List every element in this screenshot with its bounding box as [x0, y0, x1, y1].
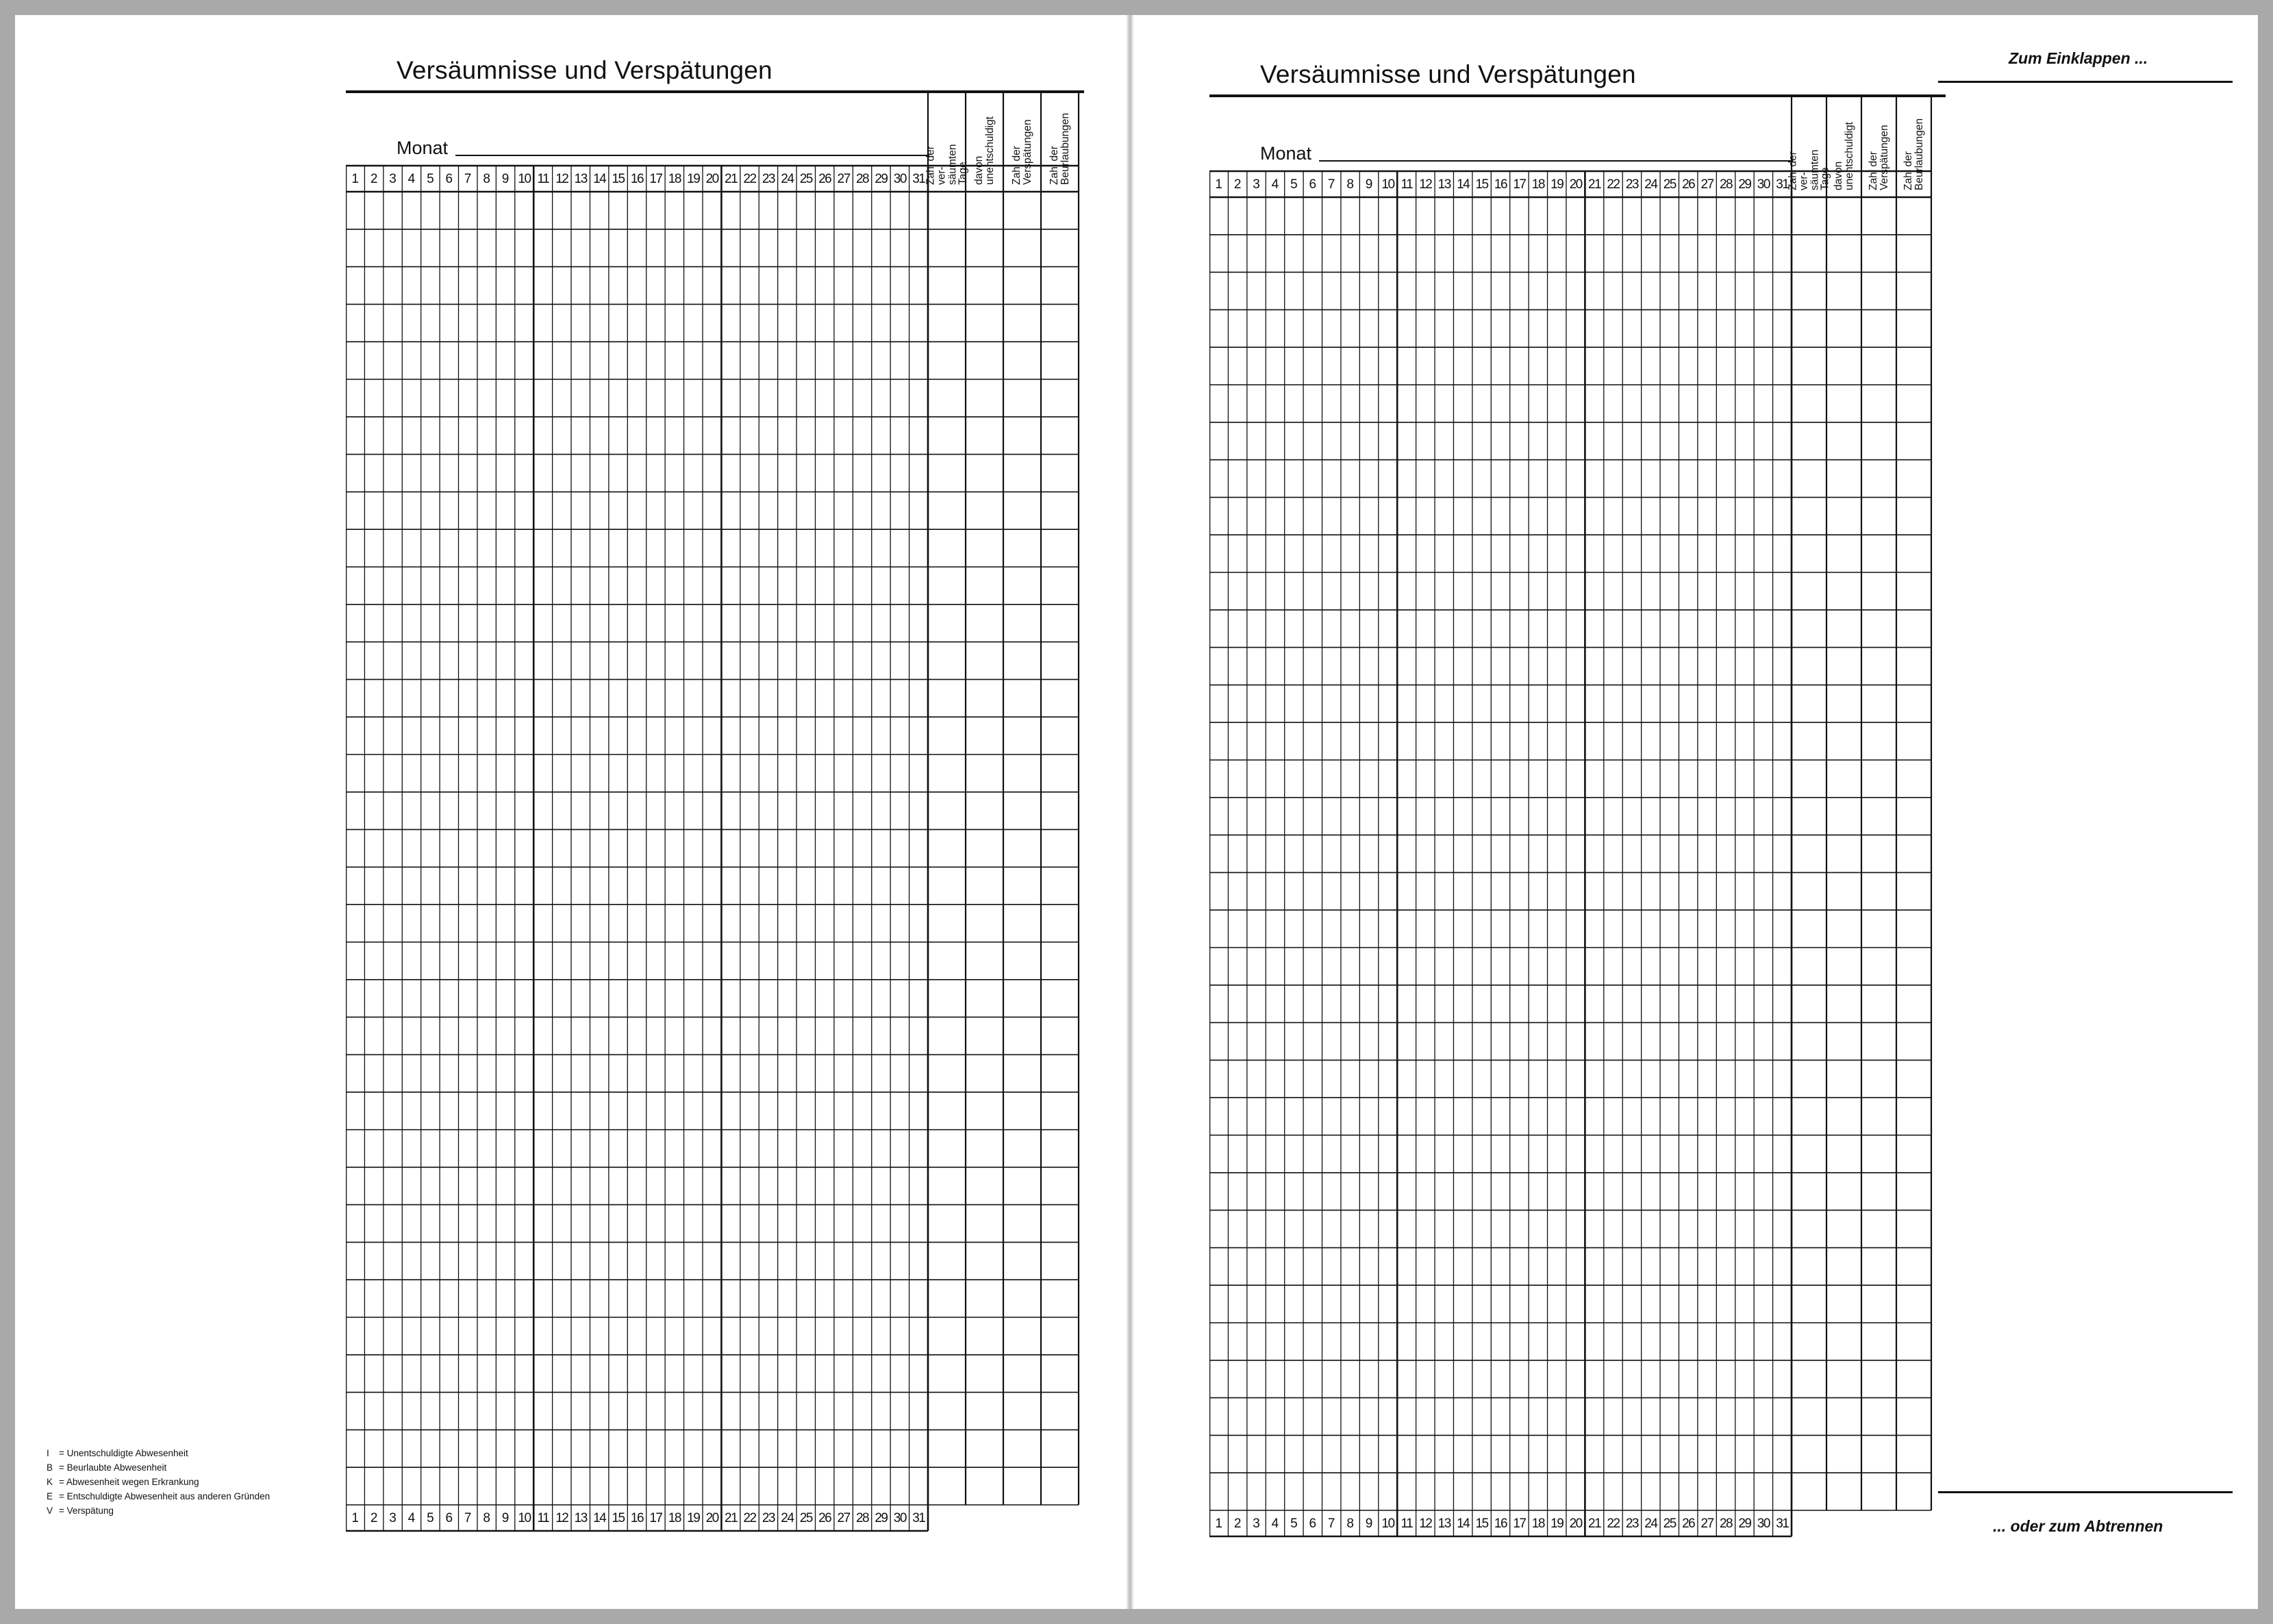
legend-key: V: [47, 1506, 53, 1516]
summary-header: [1861, 97, 1896, 194]
day-label: 3: [389, 172, 397, 186]
day-label: 19: [1550, 1517, 1564, 1531]
day-label: 15: [612, 1511, 625, 1525]
day-label: 9: [1365, 1517, 1373, 1531]
legend-row: [47, 1489, 270, 1504]
summary-header: [1041, 93, 1079, 189]
legend-key: B: [47, 1462, 53, 1473]
legend-text: = Beurlaubte Abwesenheit: [59, 1462, 167, 1473]
day-label: 18: [668, 172, 681, 186]
day-label: 24: [781, 1511, 794, 1525]
day-label: 22: [1607, 1517, 1620, 1531]
legend-key: E: [47, 1491, 53, 1501]
day-label: 10: [518, 172, 531, 186]
fold-note: Zum Einklappen ...: [2009, 49, 2148, 67]
day-label: 9: [1365, 177, 1373, 192]
day-label: 22: [743, 172, 756, 186]
day-label: 29: [1738, 1517, 1751, 1531]
day-label: 2: [1233, 1517, 1242, 1531]
day-label: 19: [687, 1511, 700, 1525]
day-label: 25: [799, 172, 812, 186]
day-label: 21: [725, 172, 738, 186]
day-label: 11: [537, 172, 549, 186]
tear-rule: [1938, 1491, 2233, 1493]
day-label: 24: [781, 172, 794, 186]
day-label: 24: [1644, 1517, 1657, 1531]
day-label: 7: [1327, 177, 1335, 192]
day-label: 2: [370, 172, 378, 186]
fold-rule: [1938, 81, 2233, 83]
day-label: 25: [1663, 1517, 1676, 1531]
day-label: 26: [818, 1511, 831, 1525]
legend-key: K: [47, 1477, 53, 1487]
attendance-grid: [1209, 31, 1946, 1540]
day-label: 6: [445, 172, 453, 186]
summary-header-label: Zahl der ver- säumten Tage: [924, 144, 969, 185]
legend-row: [47, 1446, 270, 1460]
month-label: Monat: [397, 138, 449, 158]
left-page: [15, 15, 1130, 1609]
summary-header-label: Zahl der Verspätungen: [1010, 119, 1033, 185]
summary-header: [1826, 97, 1861, 194]
day-label: 18: [668, 1511, 681, 1525]
day-label: 5: [427, 1511, 434, 1525]
summary-header: [924, 93, 969, 189]
day-label: 17: [1513, 177, 1526, 192]
summary-header-label: davon unentschuldigt: [1832, 122, 1855, 190]
day-label: 31: [912, 1511, 925, 1525]
attendance-sheet-right: [1209, 31, 1946, 1540]
legend-row: [47, 1504, 270, 1518]
summary-header: [1896, 97, 1931, 194]
day-label: 28: [1719, 177, 1733, 192]
day-label: 8: [1346, 1517, 1354, 1531]
day-label: 25: [1663, 177, 1676, 192]
day-label: 6: [445, 1511, 453, 1525]
day-label: 15: [1475, 177, 1488, 192]
day-label: 10: [1381, 177, 1394, 192]
day-label: 5: [427, 172, 434, 186]
day-label: 16: [630, 172, 644, 186]
day-label: 19: [1550, 177, 1564, 192]
day-label: 25: [799, 1511, 812, 1525]
day-label: 8: [1346, 177, 1354, 192]
day-label: 31: [912, 172, 925, 186]
day-label: 2: [1233, 177, 1242, 192]
day-label: 28: [855, 172, 869, 186]
legend-text: = Verspätung: [59, 1506, 114, 1516]
day-label: 1: [1215, 177, 1222, 192]
summary-header: [1786, 97, 1831, 194]
day-label: 3: [389, 1511, 397, 1525]
day-label: 3: [1253, 177, 1260, 192]
attendance-sheet-left: [346, 27, 1084, 1535]
day-label: 12: [1419, 177, 1432, 192]
day-label: 26: [1682, 177, 1695, 192]
day-label: 28: [1719, 1517, 1733, 1531]
day-label: 16: [1494, 1517, 1507, 1531]
day-label: 16: [630, 1511, 644, 1525]
day-label: 30: [1757, 1517, 1770, 1531]
day-label: 29: [875, 1511, 888, 1525]
summary-header: [966, 93, 1003, 189]
day-label: 7: [464, 172, 472, 186]
day-label: 30: [893, 1511, 906, 1525]
page-title: Versäumnisse und Verspätungen: [397, 56, 773, 84]
day-label: 13: [574, 1511, 587, 1525]
day-label: 6: [1309, 1517, 1317, 1531]
day-label: 23: [1625, 177, 1638, 192]
day-label: 15: [1475, 1517, 1488, 1531]
day-label: 30: [893, 172, 906, 186]
day-label: 10: [518, 1511, 531, 1525]
summary-header-label: Zahl der Beurlaubungen: [1902, 118, 1925, 190]
day-label: 30: [1757, 177, 1770, 192]
day-label: 4: [407, 1511, 416, 1525]
day-label: 20: [705, 1511, 718, 1525]
day-label: 29: [1738, 177, 1751, 192]
day-label: 7: [464, 1511, 472, 1525]
attendance-grid: [346, 27, 1084, 1535]
legend-row: [47, 1460, 270, 1475]
summary-header-label: Zahl der Verspätungen: [1867, 125, 1890, 190]
day-label: 17: [649, 1511, 662, 1525]
day-label: 13: [1437, 177, 1451, 192]
day-label: 23: [1625, 1517, 1638, 1531]
day-label: 12: [555, 172, 568, 186]
day-label: 9: [501, 172, 510, 186]
day-label: 11: [537, 1511, 549, 1525]
tear-note: ... oder zum Abtrennen: [1993, 1517, 2163, 1535]
day-label: 13: [574, 172, 587, 186]
day-label: 5: [1290, 177, 1298, 192]
day-label: 7: [1327, 1517, 1335, 1531]
day-label: 27: [837, 172, 850, 186]
day-label: 13: [1437, 1517, 1451, 1531]
month-label: Monat: [1260, 143, 1312, 164]
day-label: 22: [743, 1511, 756, 1525]
day-label: 8: [483, 1511, 490, 1525]
day-label: 28: [855, 1511, 869, 1525]
day-label: 18: [1531, 177, 1544, 192]
day-label: 26: [1682, 1517, 1695, 1531]
summary-header: [1003, 93, 1041, 189]
day-label: 15: [612, 172, 625, 186]
legend-key: I: [47, 1448, 49, 1458]
day-label: 27: [837, 1511, 850, 1525]
day-label: 12: [1419, 1517, 1432, 1531]
day-label: 24: [1644, 177, 1657, 192]
right-page: [1130, 15, 2258, 1609]
legend-text: = Unentschuldigte Abwesenheit: [59, 1448, 188, 1458]
day-label: 21: [1588, 1517, 1601, 1531]
day-label: 9: [501, 1511, 510, 1525]
day-label: 11: [1401, 177, 1413, 192]
day-label: 29: [875, 172, 888, 186]
summary-header-label: davon unentschuldigt: [972, 116, 996, 185]
legend-text: = Abwesenheit wegen Erkrankung: [59, 1477, 199, 1487]
day-label: 3: [1253, 1517, 1260, 1531]
day-label: 20: [1569, 177, 1582, 192]
day-label: 23: [762, 1511, 775, 1525]
day-label: 11: [1401, 1517, 1413, 1531]
day-label: 17: [649, 172, 662, 186]
day-label: 31: [1776, 1517, 1789, 1531]
day-label: 14: [593, 1511, 606, 1525]
day-label: 5: [1290, 1517, 1298, 1531]
day-label: 23: [762, 172, 775, 186]
legend: [47, 1446, 270, 1518]
day-label: 2: [370, 1511, 378, 1525]
day-label: 27: [1700, 1517, 1713, 1531]
book-spine: [1127, 15, 1133, 1609]
day-label: 18: [1531, 1517, 1544, 1531]
day-label: 8: [483, 172, 490, 186]
summary-header-label: Zahl der ver- säumten Tage: [1786, 149, 1831, 190]
summary-header-label: Zahl der Beurlaubungen: [1048, 112, 1071, 185]
day-label: 1: [351, 1511, 359, 1525]
day-label: 26: [818, 172, 831, 186]
day-label: 14: [593, 172, 606, 186]
legend-row: [47, 1475, 270, 1489]
day-label: 14: [1457, 1517, 1470, 1531]
day-label: 1: [351, 172, 359, 186]
day-label: 1: [1215, 1517, 1222, 1531]
legend-text: = Entschuldigte Abwesenheit aus anderen Gründen: [59, 1491, 271, 1501]
day-label: 10: [1381, 1517, 1394, 1531]
day-label: 4: [1271, 1517, 1279, 1531]
day-label: 27: [1700, 177, 1713, 192]
day-label: 4: [407, 172, 416, 186]
day-label: 21: [1588, 177, 1601, 192]
day-label: 31: [1776, 177, 1789, 192]
day-label: 20: [1569, 1517, 1582, 1531]
day-label: 4: [1271, 177, 1279, 192]
day-label: 16: [1494, 177, 1507, 192]
day-label: 21: [725, 1511, 738, 1525]
day-label: 12: [555, 1511, 568, 1525]
day-label: 19: [687, 172, 700, 186]
day-label: 20: [705, 172, 718, 186]
day-label: 6: [1309, 177, 1317, 192]
day-label: 14: [1457, 177, 1470, 192]
day-label: 22: [1607, 177, 1620, 192]
day-label: 17: [1513, 1517, 1526, 1531]
page-title: Versäumnisse und Verspätungen: [1260, 60, 1636, 88]
